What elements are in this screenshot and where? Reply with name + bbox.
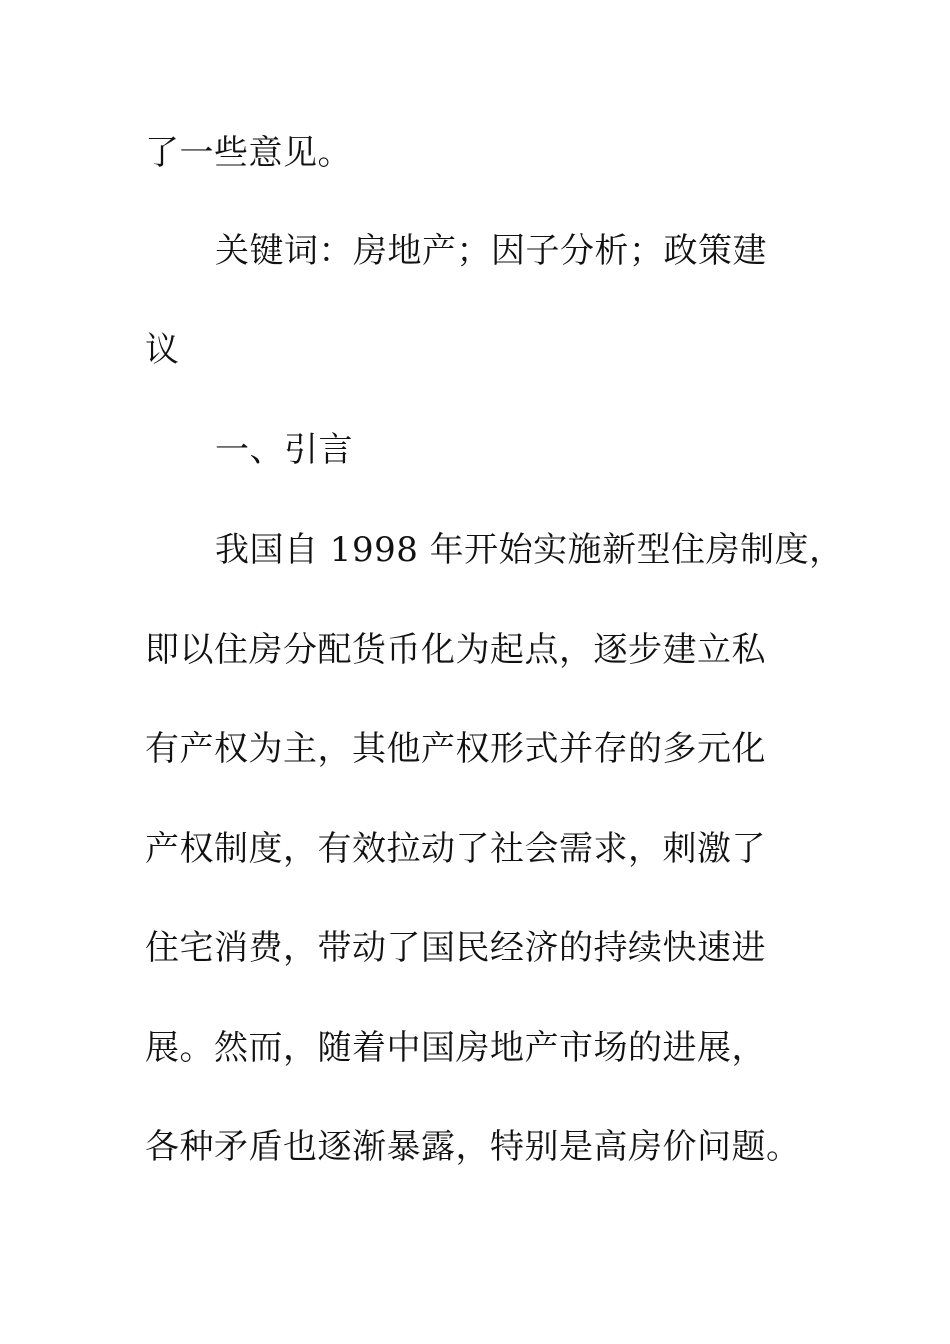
paragraph-line-5: 住宅消费，带动了国民经济的持续快速进 [145, 928, 766, 968]
keywords-line-continuation: 议 [145, 330, 180, 370]
paragraph-line-1: 我国自 1998 年开始实施新型住房制度， [215, 530, 844, 570]
paragraph-line-6: 展。然而，随着中国房地产市场的进展， [145, 1028, 766, 1068]
paragraph-line-3: 有产权为主，其他产权形式并存的多元化 [145, 729, 766, 769]
text-line-1: 了一些意见。 [145, 133, 352, 173]
paragraph-line-7: 各种矛盾也逐渐暴露，特别是高房价问题。 [145, 1127, 801, 1167]
keywords-line: 关键词：房地产；因子分析；政策建 [215, 231, 767, 271]
paragraph-line-2: 即以住房分配货币化为起点，逐步建立私 [145, 630, 766, 670]
section-heading: 一、引言 [215, 430, 353, 470]
paragraph-line-4: 产权制度，有效拉动了社会需求，刺激了 [145, 829, 766, 869]
